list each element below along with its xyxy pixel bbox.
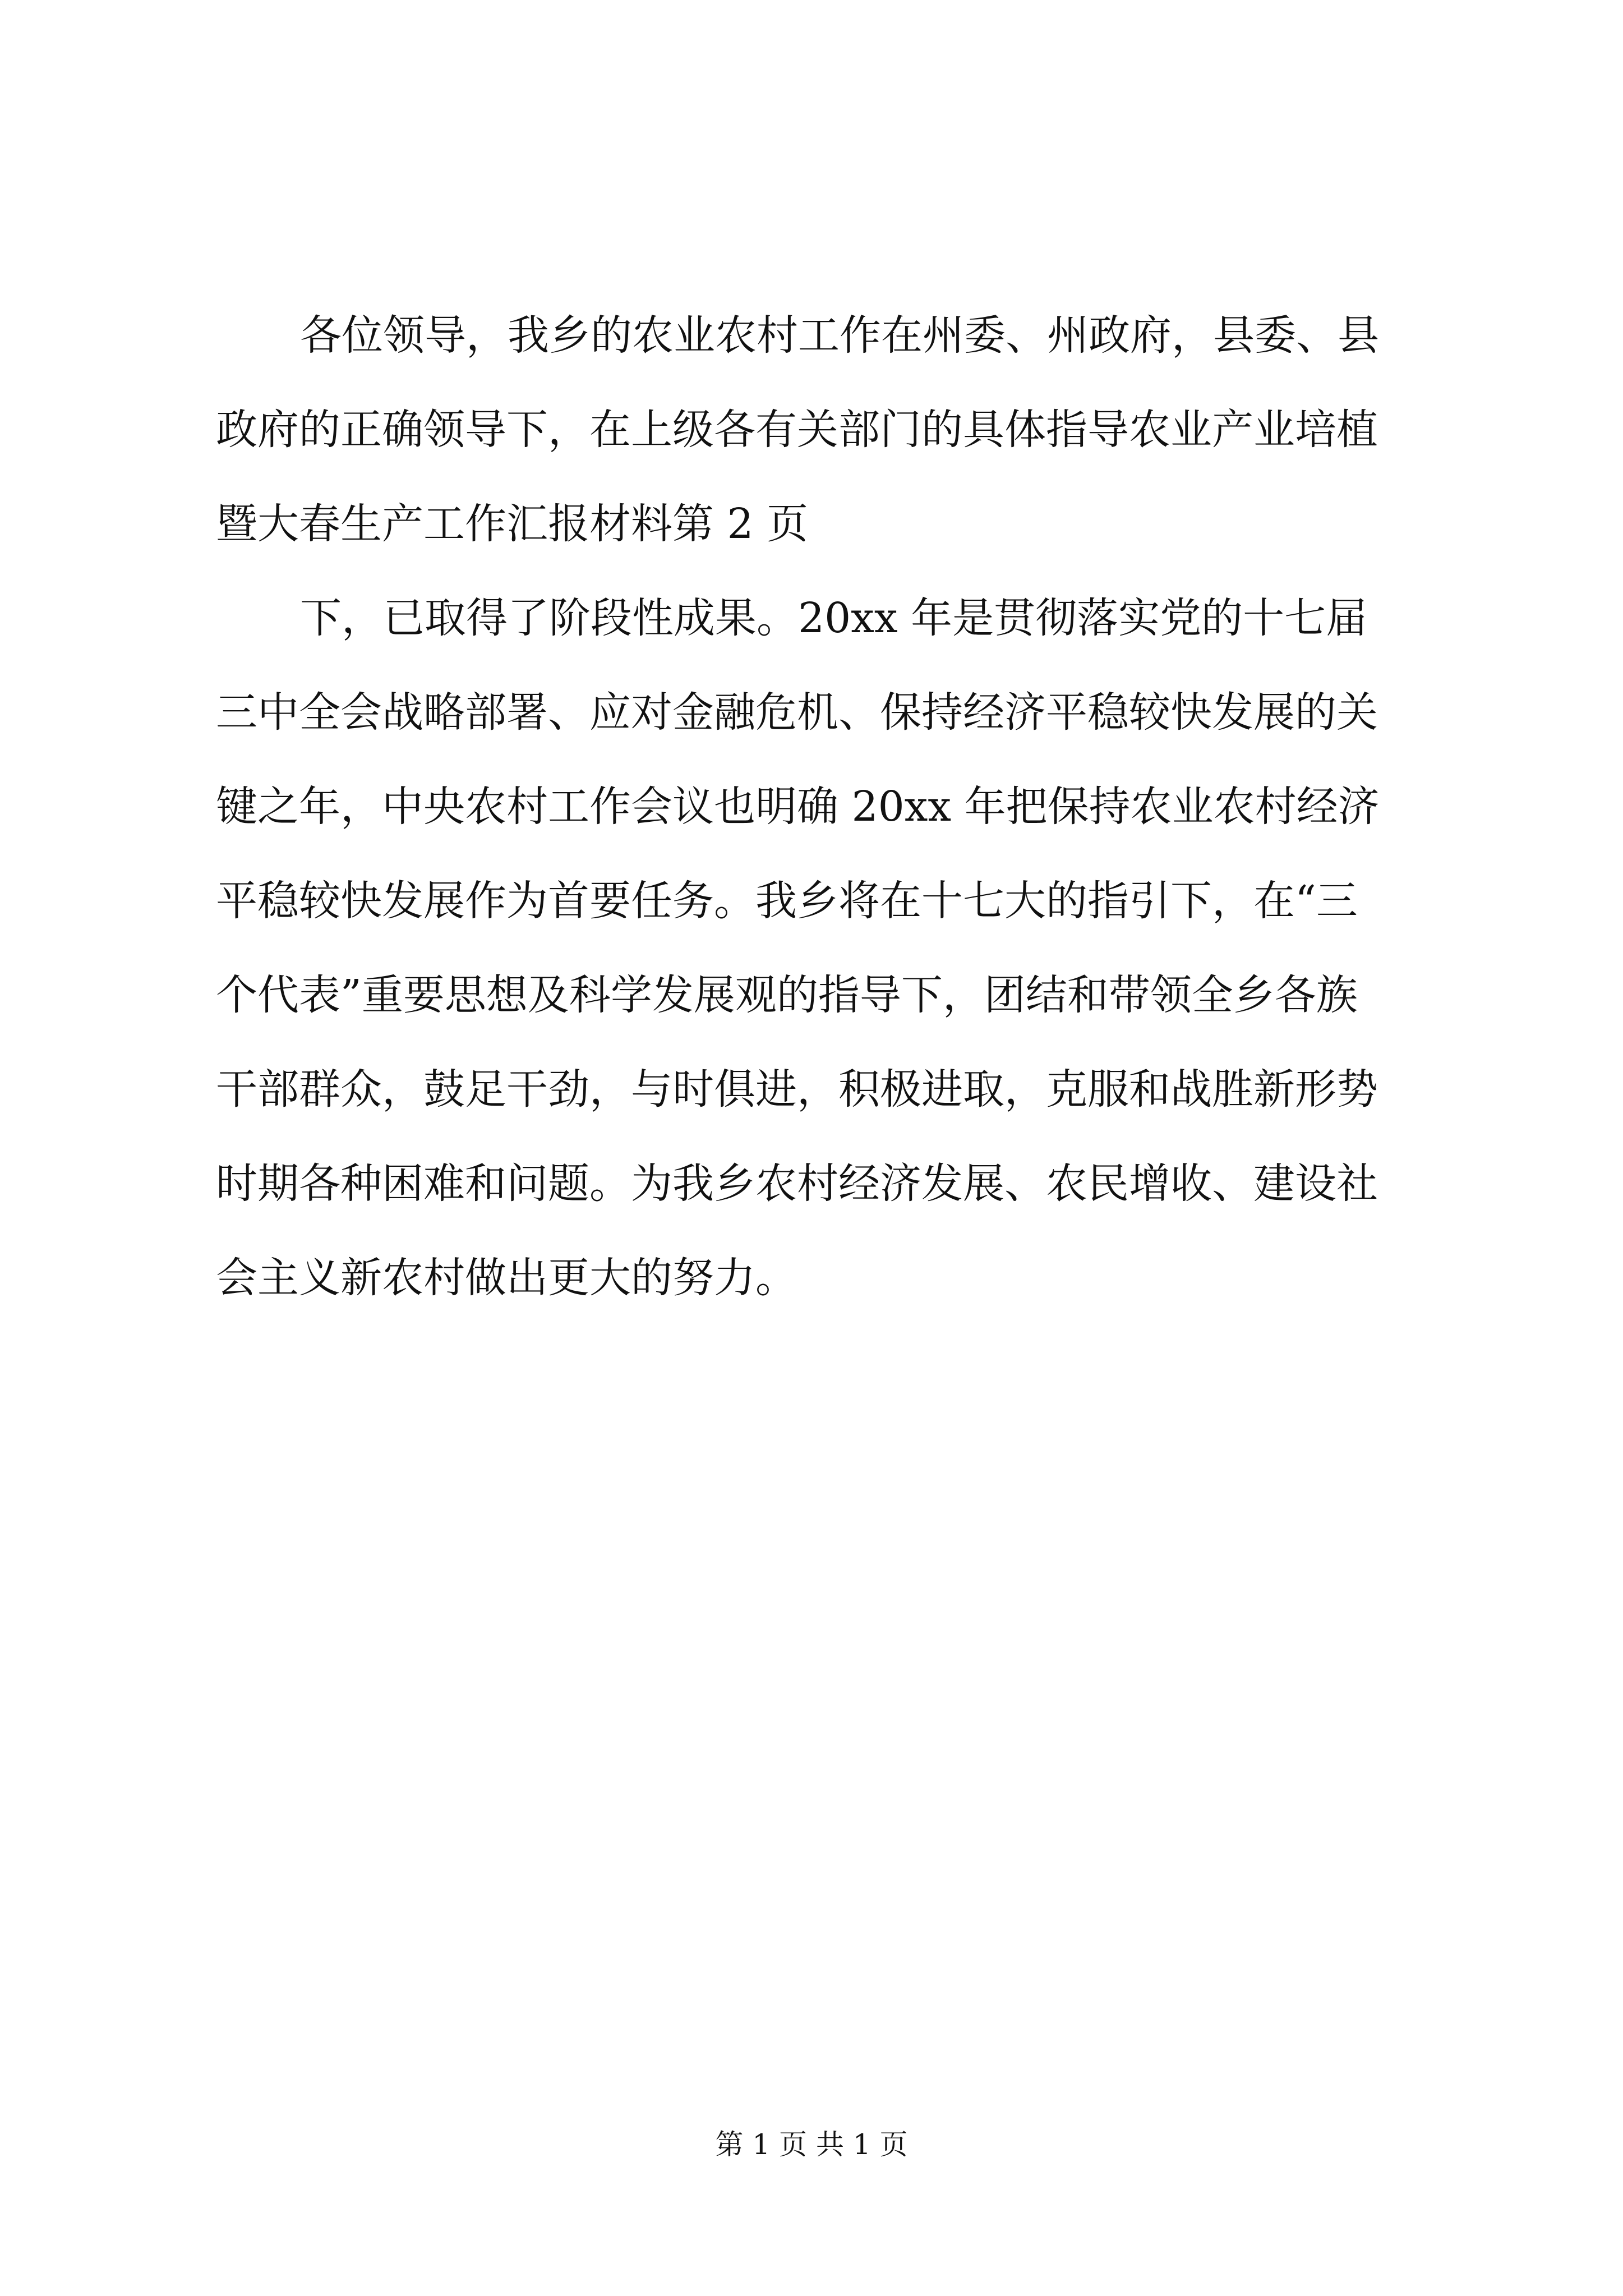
text-line: 个代表”重要思想及科学发展观的指导下，团结和带领全乡各族 bbox=[216, 971, 1358, 1019]
text-line: 暨大春生产工作汇报材料第 2 页 bbox=[216, 500, 809, 548]
page-footer: 第 1 页 共 1 页 bbox=[715, 2128, 908, 2161]
text-line: 会主义新农村做出更大的努力。 bbox=[216, 1254, 797, 1302]
text-line: 政府的正确领导下，在上级各有关部门的具体指导农业产业培植 bbox=[216, 406, 1378, 454]
text-line: 时期各种困难和问题。为我乡农村经济发展、农民增收、建设社 bbox=[216, 1159, 1378, 1208]
text-line: 干部群众，鼓足干劲，与时俱进，积极进取，克服和战胜新形势 bbox=[216, 1065, 1378, 1114]
document-body bbox=[216, 307, 1416, 1344]
paragraph-1 bbox=[216, 307, 1416, 590]
text-line: 键之年，中央农村工作会议也明确 20xx 年把保持农业农村经济 bbox=[216, 783, 1380, 831]
text-line: 平稳较快发展作为首要任务。我乡将在十七大的指引下，在“三 bbox=[216, 877, 1358, 925]
paragraph-2 bbox=[216, 590, 1416, 1344]
text-line: 三中全会战略部署、应对金融危机、保持经济平稳较快发展的关 bbox=[216, 688, 1378, 737]
text-line: 各位领导，我乡的农业农村工作在州委、州政府，县委、县 bbox=[300, 311, 1379, 360]
text-line: 下，已取得了阶段性成果。20xx 年是贯彻落实党的十七届 bbox=[300, 594, 1368, 642]
